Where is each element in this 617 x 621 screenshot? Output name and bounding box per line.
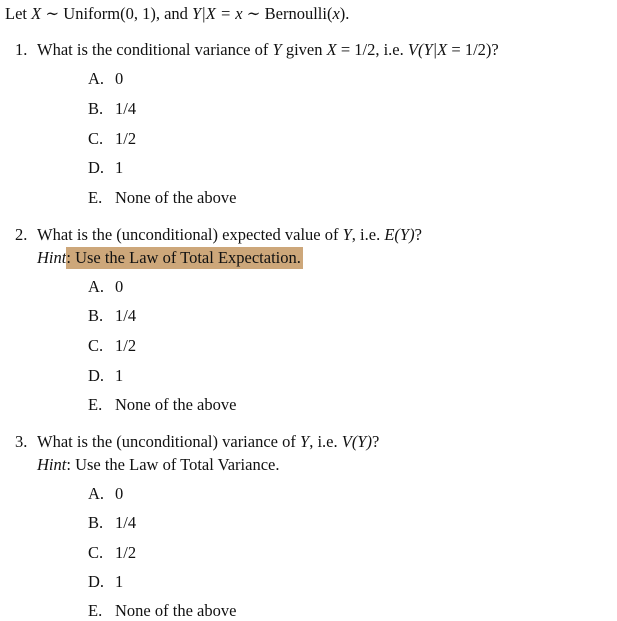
option-1c[interactable] xyxy=(88,131,136,148)
intro-math-x2: x xyxy=(332,4,340,23)
intro-line xyxy=(5,6,349,23)
question-text: , i.e. xyxy=(351,225,385,244)
option-2b[interactable] xyxy=(88,308,136,325)
question-text: ? xyxy=(371,432,380,451)
option-3a[interactable] xyxy=(88,486,123,503)
intro-math-x: X ∼ xyxy=(31,4,64,23)
option-text: 1/4 xyxy=(115,99,137,118)
question-math: E(Y) xyxy=(384,225,415,244)
question-text: = 1/2, i.e. xyxy=(336,40,408,59)
option-text: 1/2 xyxy=(115,543,137,562)
option-text: 0 xyxy=(115,69,124,88)
question-math: V(Y|X xyxy=(407,40,448,59)
option-2c[interactable] xyxy=(88,338,136,355)
option-letter: E. xyxy=(88,601,103,620)
intro-bernoulli: Bernoulli( xyxy=(264,4,333,23)
option-letter: A. xyxy=(88,484,105,503)
question-number: 2. xyxy=(15,225,28,244)
option-letter: B. xyxy=(88,513,104,532)
option-3e[interactable] xyxy=(88,603,236,620)
hint-text: Use the Law of Total Expectation. xyxy=(70,248,301,267)
option-text: 1/2 xyxy=(115,129,137,148)
option-text: 1 xyxy=(115,572,124,591)
option-text: 1 xyxy=(115,158,124,177)
option-letter: D. xyxy=(88,158,105,177)
question-math: X xyxy=(326,40,337,59)
question-text: given xyxy=(281,40,327,59)
option-letter: C. xyxy=(88,129,104,148)
option-letter: C. xyxy=(88,336,104,355)
question-text: What is the (unconditional) expected value of xyxy=(37,225,343,244)
intro-uniform: Uniform(0, 1), and xyxy=(63,4,193,23)
option-1d[interactable] xyxy=(88,160,123,177)
option-letter: E. xyxy=(88,188,103,207)
intro-lead: Let xyxy=(5,4,32,23)
question-number: 1. xyxy=(15,40,28,59)
question-text: ? xyxy=(414,225,422,244)
option-letter: C. xyxy=(88,543,104,562)
hint-text: Use the Law of Total Variance. xyxy=(70,455,280,474)
question-math: V(Y) xyxy=(341,432,372,451)
question-math: Y xyxy=(342,225,352,244)
option-letter: A. xyxy=(88,69,105,88)
question-2 xyxy=(15,227,422,244)
question-math: Y xyxy=(300,432,310,451)
question-math: Y xyxy=(272,40,282,59)
question-text: What is the conditional variance of xyxy=(37,40,273,59)
hint-colon: : xyxy=(66,248,71,267)
option-1a[interactable] xyxy=(88,71,123,88)
hint-label: Hint xyxy=(37,455,67,474)
hint-label: Hint xyxy=(37,248,67,267)
question-text: = 1/2)? xyxy=(447,40,499,59)
question-text: What is the (unconditional) variance of xyxy=(37,432,300,451)
question-number: 3. xyxy=(15,432,28,451)
hint-highlight xyxy=(66,247,303,269)
option-text: 0 xyxy=(115,277,124,296)
option-1e[interactable] xyxy=(88,190,236,207)
option-letter: A. xyxy=(88,277,105,296)
intro-end: ). xyxy=(339,4,350,23)
option-2e[interactable] xyxy=(88,397,236,414)
option-2a[interactable] xyxy=(88,279,123,296)
option-text: 1/2 xyxy=(115,336,137,355)
option-text: 1 xyxy=(115,366,124,385)
option-2d[interactable] xyxy=(88,368,123,385)
option-text: 1/4 xyxy=(115,306,137,325)
hint-colon: : xyxy=(66,455,71,474)
option-3c[interactable] xyxy=(88,545,136,562)
option-letter: E. xyxy=(88,395,103,414)
option-3d[interactable] xyxy=(88,574,123,591)
question-text: , i.e. xyxy=(309,432,342,451)
option-letter: D. xyxy=(88,366,105,385)
option-text: None of the above xyxy=(115,188,237,207)
intro-math-yx: Y|X = x ∼ xyxy=(192,4,265,23)
option-letter: D. xyxy=(88,572,105,591)
option-letter: B. xyxy=(88,99,104,118)
option-text: 0 xyxy=(115,484,124,503)
hint-3 xyxy=(37,457,279,474)
option-text: None of the above xyxy=(115,601,237,620)
question-3 xyxy=(15,434,379,451)
option-text: None of the above xyxy=(115,395,237,414)
option-3b[interactable] xyxy=(88,515,136,532)
option-1b[interactable] xyxy=(88,101,136,118)
hint-2 xyxy=(37,250,303,267)
option-letter: B. xyxy=(88,306,104,325)
option-text: 1/4 xyxy=(115,513,137,532)
question-1 xyxy=(15,42,499,59)
